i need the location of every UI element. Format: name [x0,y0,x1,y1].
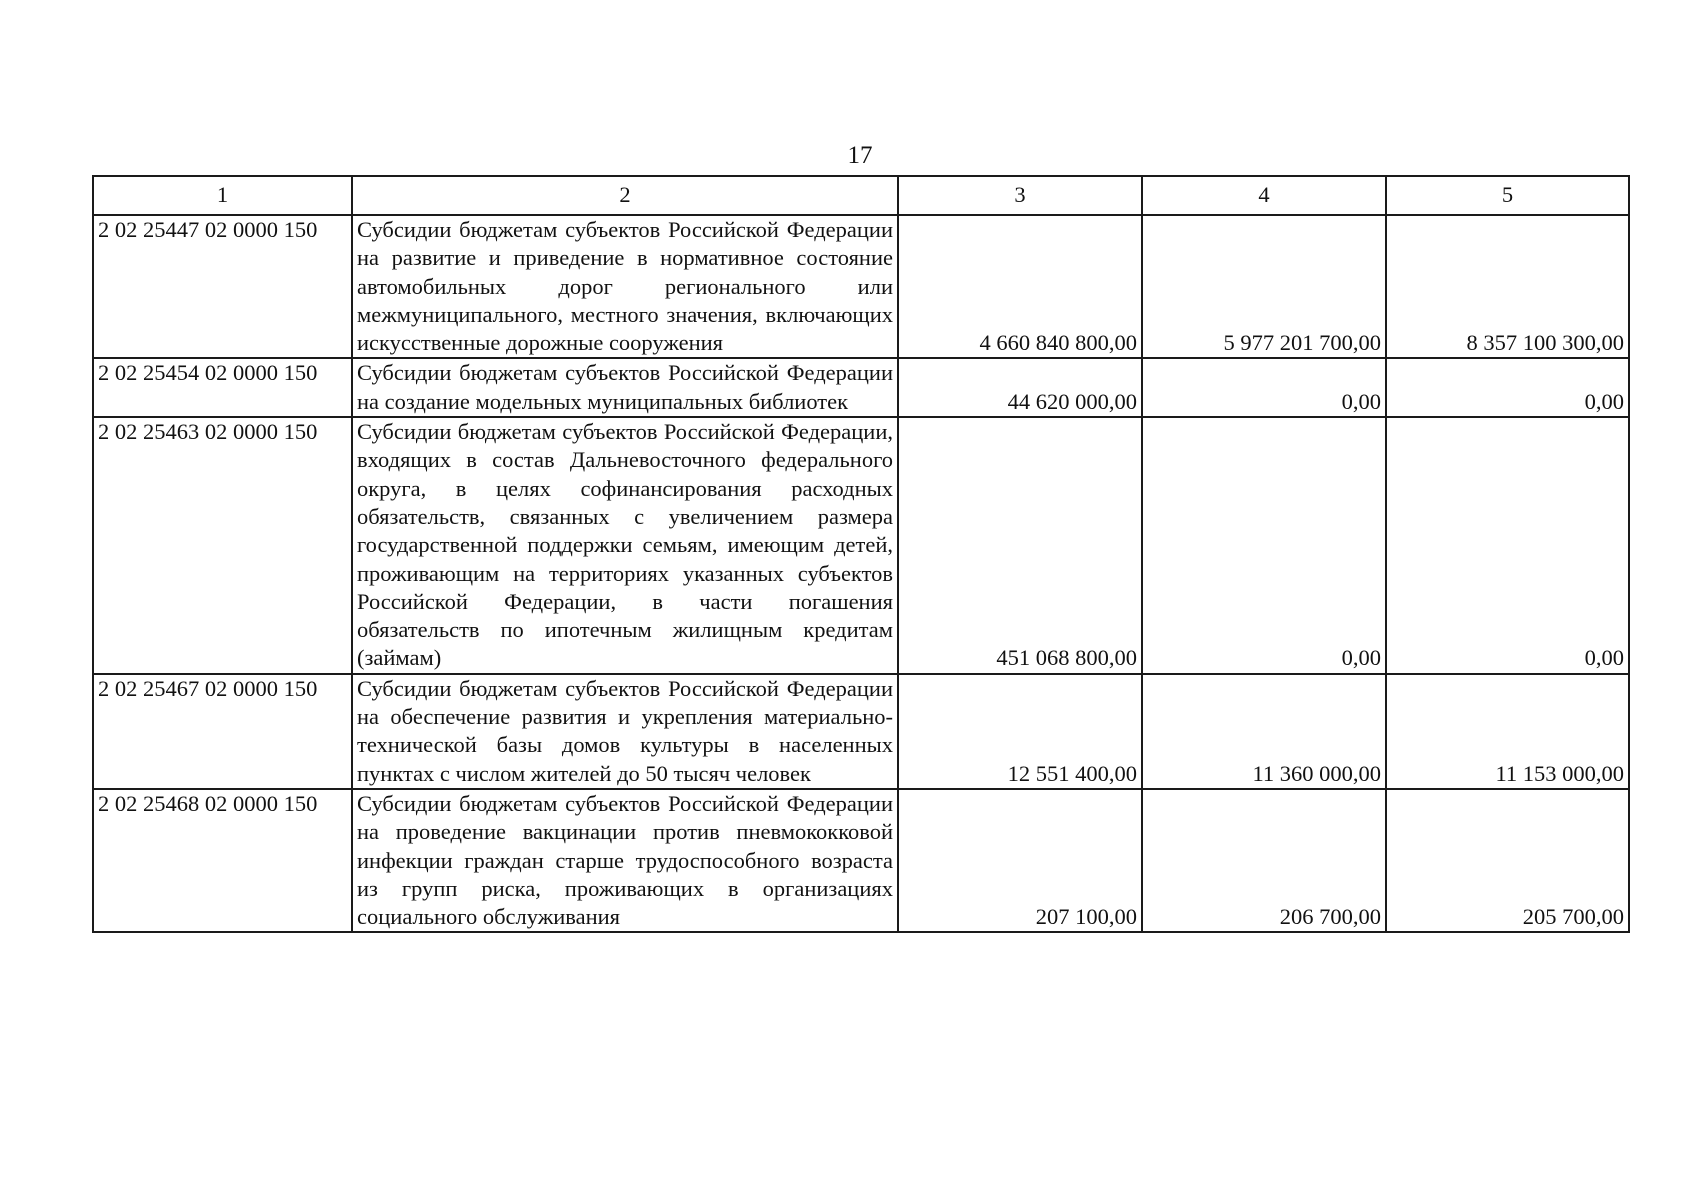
amount-col3-cell: 12 551 400,00 [898,674,1142,789]
budget-code-cell: 2 02 25467 02 0000 150 [93,674,352,789]
description-cell: Субсидии бюджетам субъектов Российской Федерации на обеспечение развития и укрепления материально-технической базы домов культуры в населенных пунктах с числом жителей до 50 тысяч человек [352,674,898,789]
amount-col3-cell: 451 068 800,00 [898,417,1142,674]
amount-col4-cell: 206 700,00 [1142,789,1386,932]
budget-code-cell: 2 02 25454 02 0000 150 [93,358,352,417]
column-header-5: 5 [1386,176,1629,215]
amount-col4-cell: 11 360 000,00 [1142,674,1386,789]
amount-col3-cell: 207 100,00 [898,789,1142,932]
amount-col5-cell: 11 153 000,00 [1386,674,1629,789]
column-header-1: 1 [93,176,352,215]
amount-col4-cell: 5 977 201 700,00 [1142,215,1386,358]
description-cell: Субсидии бюджетам субъектов Российской Федерации, входящих в состав Дальневосточного федерального округа, в целях софинансирования расходных обязательств, связанных с увеличением размера государственной поддержки семьям, имеющим детей, проживающим на территориях указанных субъектов Российской Федерации, в части погашения обязательств по ипотечным жилищным кредитам (займам) [352,417,898,674]
column-header-3: 3 [898,176,1142,215]
description-cell: Субсидии бюджетам субъектов Российской Федерации на развитие и приведение в нормативное состояние автомобильных дорог регионального или межмуниципального, местного значения, включающих искусственные дорожные сооружения [352,215,898,358]
amount-col3-cell: 44 620 000,00 [898,358,1142,417]
table-row [93,789,1629,932]
amount-col5-cell: 8 357 100 300,00 [1386,215,1629,358]
table-header-row [93,176,1629,215]
amount-col4-cell: 0,00 [1142,417,1386,674]
column-header-2: 2 [352,176,898,215]
table-row [93,358,1629,417]
budget-table [92,175,1630,933]
amount-col5-cell: 205 700,00 [1386,789,1629,932]
budget-code-cell: 2 02 25468 02 0000 150 [93,789,352,932]
description-cell: Субсидии бюджетам субъектов Российской Федерации на проведение вакцинации против пневмококковой инфекции граждан старше трудоспособного возраста из групп риска, проживающих в организациях социального обслуживания [352,789,898,932]
amount-col3-cell: 4 660 840 800,00 [898,215,1142,358]
table-row [93,417,1629,674]
description-cell: Субсидии бюджетам субъектов Российской Федерации на создание модельных муниципальных библиотек [352,358,898,417]
amount-col5-cell: 0,00 [1386,358,1629,417]
page-number: 17 [847,142,873,169]
amount-col4-cell: 0,00 [1142,358,1386,417]
budget-code-cell: 2 02 25463 02 0000 150 [93,417,352,674]
column-header-4: 4 [1142,176,1386,215]
table-row [93,674,1629,789]
budget-code-cell: 2 02 25447 02 0000 150 [93,215,352,358]
table-row [93,215,1629,358]
amount-col5-cell: 0,00 [1386,417,1629,674]
